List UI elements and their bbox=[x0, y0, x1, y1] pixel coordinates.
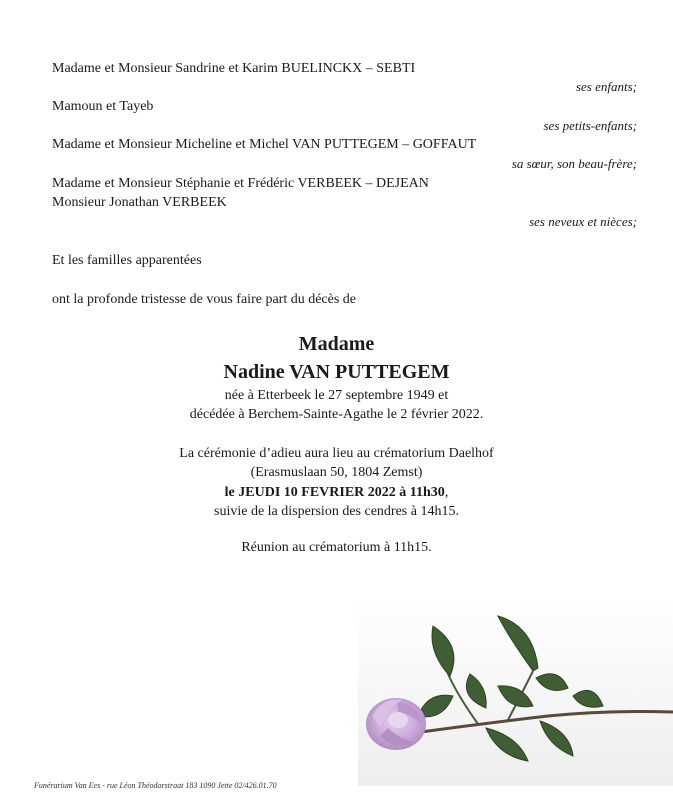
nephews-line-1: Madame et Monsieur Stéphanie et Frédéric VERBEEK – DEJEAN bbox=[52, 176, 429, 191]
rose-illustration bbox=[358, 596, 673, 786]
nephews-role: ses neveux et nièces; bbox=[529, 214, 637, 229]
nephews-line-2: Monsieur Jonathan VERBEEK bbox=[52, 195, 227, 210]
ceremony-line: La cérémonie d’adieu aura lieu au crématorium Daelhof bbox=[179, 446, 494, 461]
sibling-names: Madame et Monsieur Micheline et Michel VAN PUTTEGEM – GOFFAUT bbox=[52, 137, 477, 152]
children-role: ses enfants; bbox=[575, 79, 637, 94]
birth-info: née à Etterbeek le 27 septembre 1949 et bbox=[224, 388, 449, 403]
ceremony-date-bold: le JEUDI 10 FEVRIER 2022 à 11h30 bbox=[224, 485, 445, 500]
announcement-text: ont la profonde tristesse de vous faire part du décès de bbox=[52, 292, 357, 307]
rose-bloom bbox=[366, 698, 426, 750]
reunion-info: Réunion au crématorium à 11h15. bbox=[241, 540, 432, 555]
sibling-role: sa sœur, son beau-frère; bbox=[511, 156, 637, 171]
death-info: décédée à Berchem-Sainte-Agathe le 2 février 2022. bbox=[189, 407, 484, 422]
ceremony-date bbox=[0, 484, 673, 502]
related-families: Et les familles apparentées bbox=[52, 253, 202, 268]
ceremony-date-suffix: , bbox=[444, 485, 449, 500]
deceased-title: Madame bbox=[298, 333, 375, 355]
funeral-home-footer: Funérarium Van Ees - rue Léon Théodorstraat 183 1090 Jette 02/426.01.70 bbox=[34, 781, 277, 790]
grandchildren-role: ses petits-enfants; bbox=[543, 118, 637, 133]
rose-center bbox=[388, 712, 408, 728]
deceased-name: Nadine VAN PUTTEGEM bbox=[223, 361, 450, 383]
children-names: Madame et Monsieur Sandrine et Karim BUELINCKX – SEBTI bbox=[52, 61, 416, 76]
ceremony-address: (Erasmuslaan 50, 1804 Zemst) bbox=[250, 465, 423, 480]
grandchildren-names: Mamoun et Tayeb bbox=[52, 99, 154, 114]
dispersion-info: suivie de la dispersion des cendres à 14h15. bbox=[214, 504, 459, 519]
